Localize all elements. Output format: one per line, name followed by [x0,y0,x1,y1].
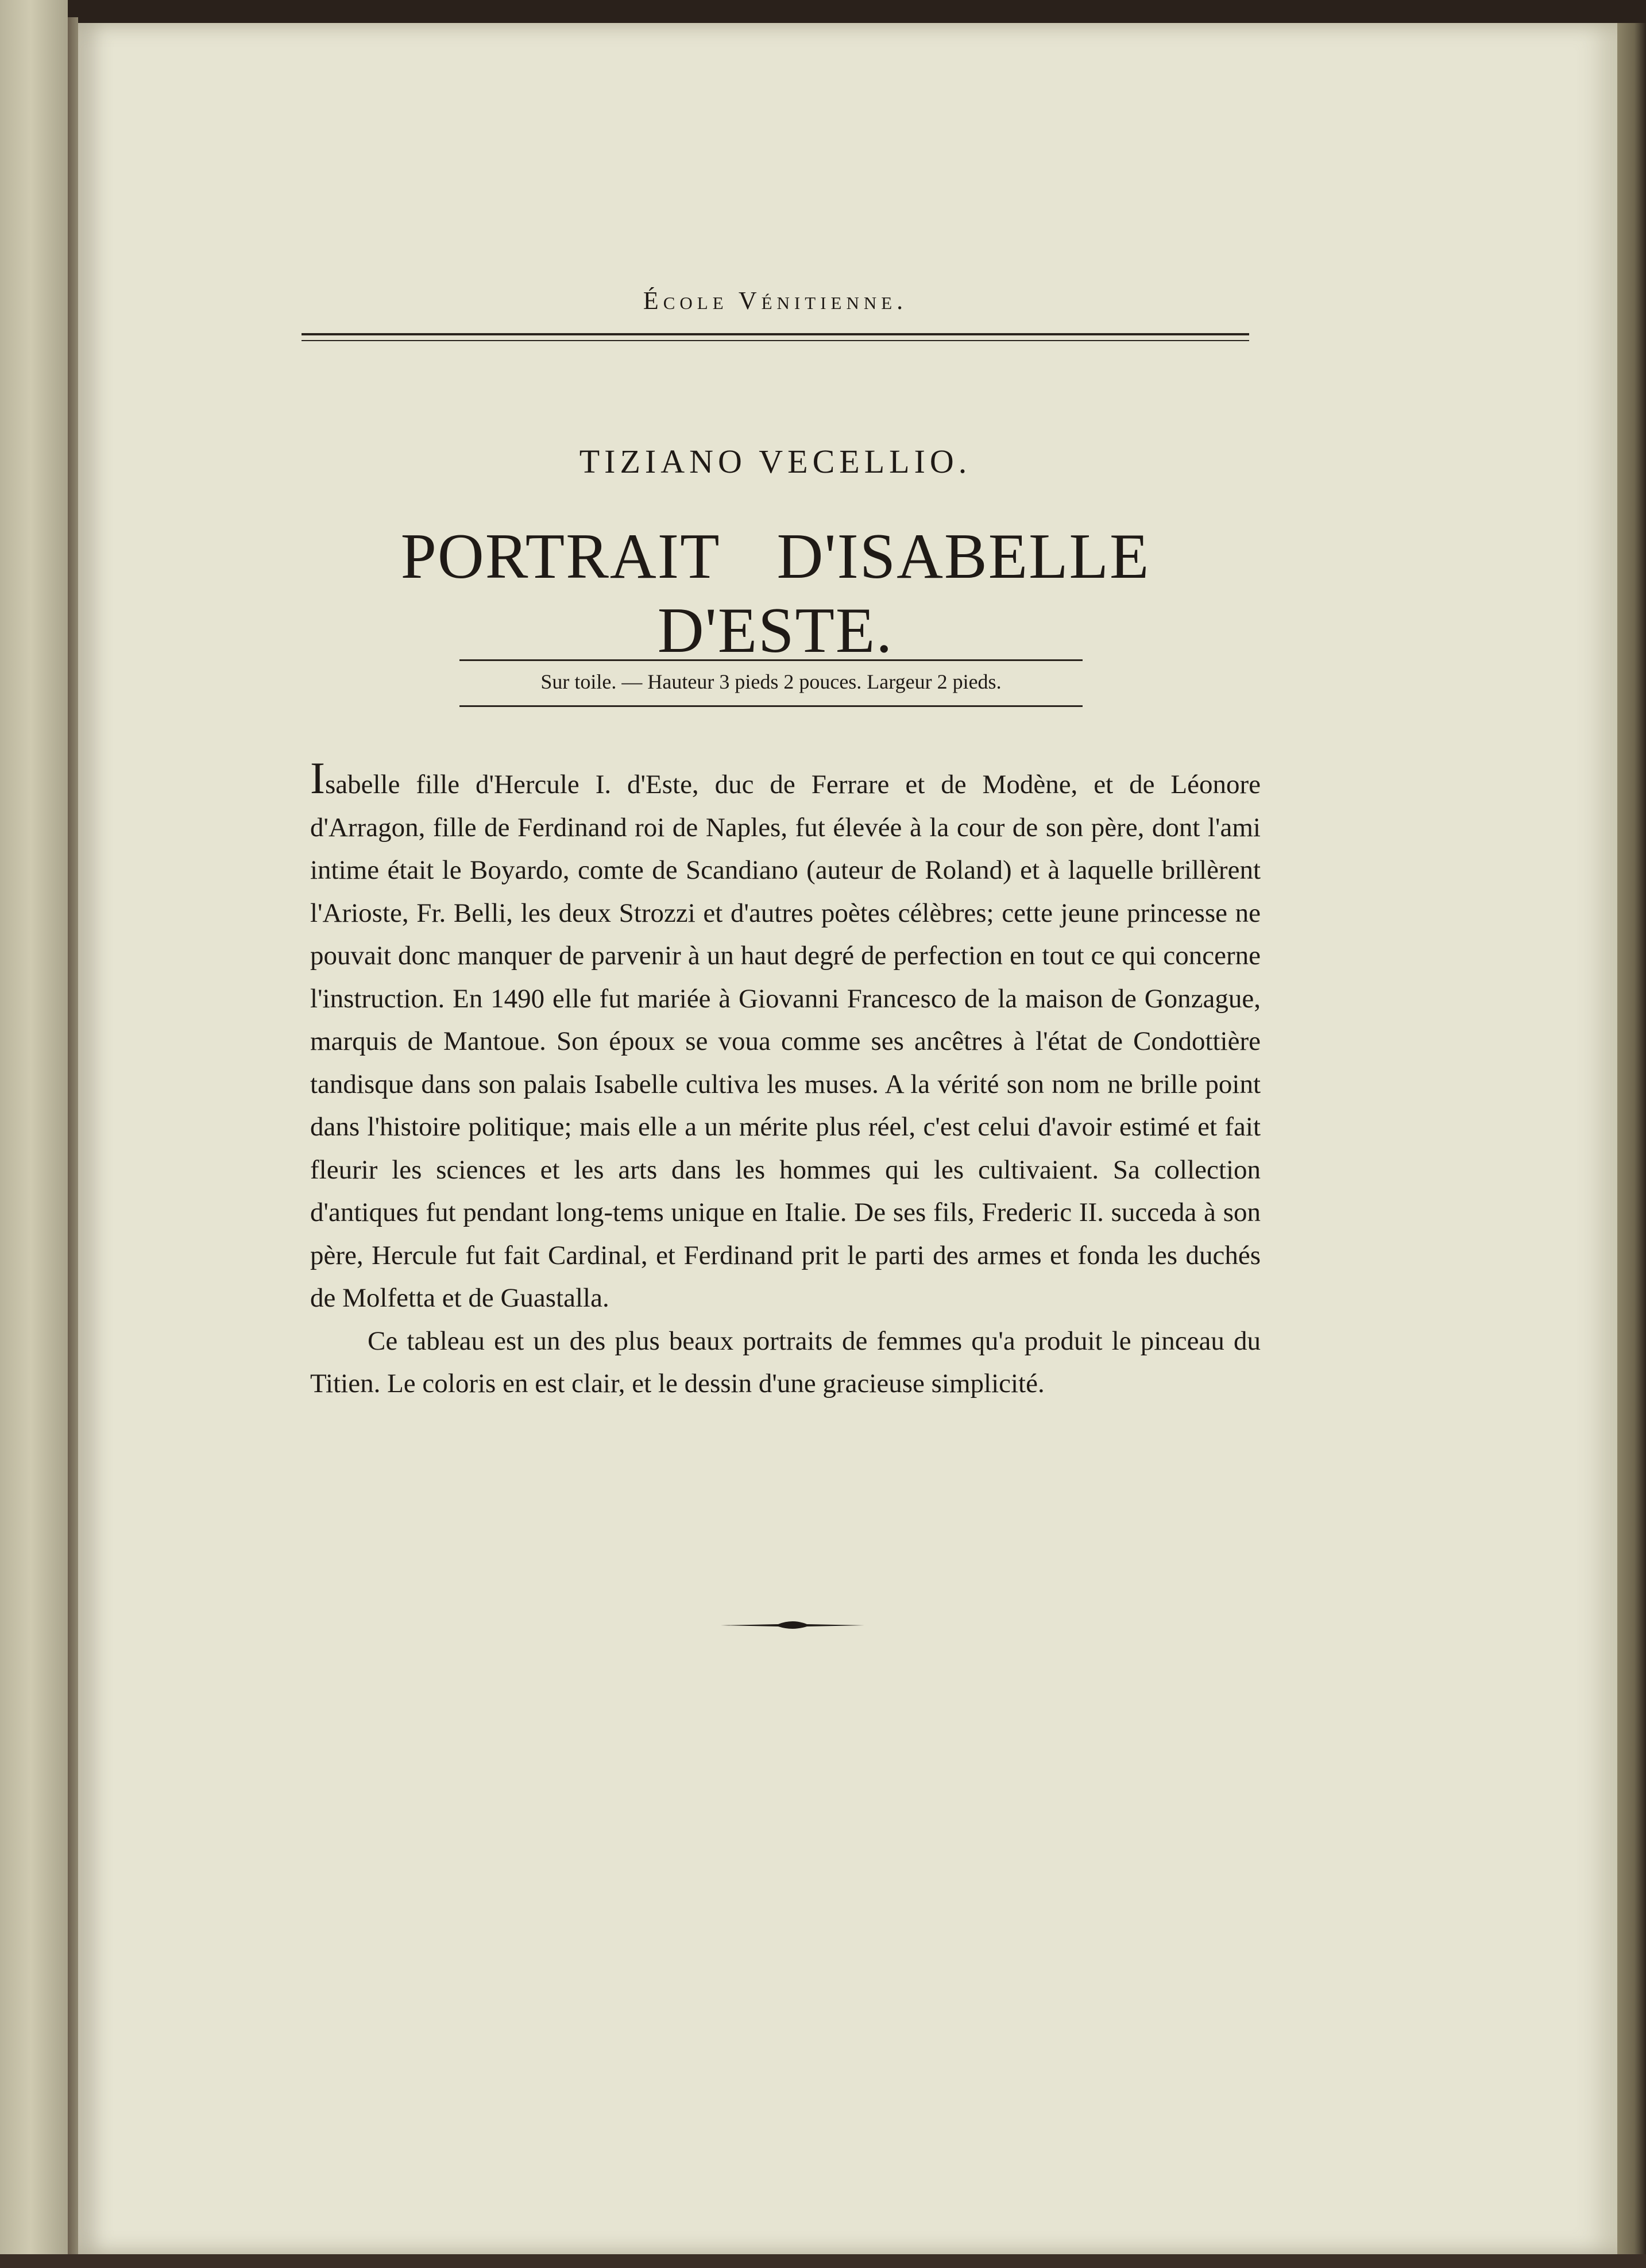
header-double-rule [302,333,1249,341]
painting-dimensions: Sur toile. — Hauteur 3 pieds 2 pouces. Largeur 2 pieds. [540,670,1002,693]
fleuron-ornament-icon [721,1614,864,1637]
previous-page-edge [0,0,68,2268]
paragraph-2: Ce tableau est un des plus beaux portraits de femmes qu'a produit le pinceau du Titien. Le coloris en est clair, et le dessin d'une gracieuse simplicité. [310,1326,1261,1398]
paragraph-1-text: sabelle fille d'Hercule I. d'Este, duc de Ferrare et de Modène, et de Léonore d'Arragon, fille de Ferdinand roi de Naples, fut élevée à la cour de son père, dont l'ami intime était le Boyardo, comte de Scandiano (auteur de Roland) et à laquelle brillèrent l'Arioste, Fr. Belli, les deux Strozzi et d'autres poètes célèbres; cette jeune princesse ne pouvait donc manquer de parvenir à un haut degré de perfection en tout ce qui concerne l'instruction. En 1490 elle fut mariée à Giovanni Francesco de la maison de Gonzague, marquis de Mantoue. Son époux se voua comme ses ancêtres à l'état de Condottière tandisque dans son palais Isabelle cultiva les muses. A la vérité son nom ne brille point dans l'histoire politique; mais elle a un mérite plus réel, c'est celui d'avoir estimé et fait fleurir les sciences et les arts dans les hommes qui les cultivaient. Sa collection d'antiques fut pendant long-tems unique en Italie. De ses fils, Frederic II. succeda à son père, Hercule fut fait Cardinal, et Ferdinand prit le parti des armes et fonda les duchés de Molfetta et de Guastalla. [310,770,1261,1313]
bottom-binding [0,2254,1646,2268]
school-heading: École Vénitienne. [643,287,908,315]
drop-cap: I [310,753,325,803]
painting-title: PORTRAIT D'ISABELLE D'ESTE. [400,521,1150,666]
dimensions-rule-top [459,659,1083,661]
paragraph-1 [310,753,1261,1320]
artist-name: TIZIANO VECELLIO. [579,443,972,480]
page-fore-edge [1617,23,1646,2268]
binding-top [0,0,1646,23]
gutter-shadow [68,17,78,2257]
body-text [310,753,1261,1405]
dimensions-rule-bottom [459,705,1083,707]
